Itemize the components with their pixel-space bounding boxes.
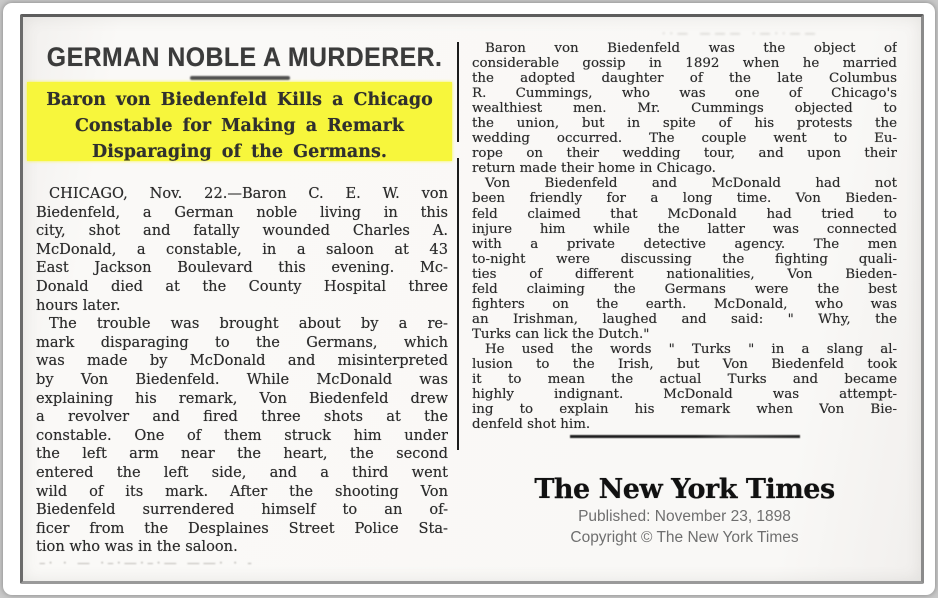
column-divider-rule [457, 42, 459, 142]
left-column-body [36, 185, 448, 557]
text-line: the union, but in spite of his protests the [472, 116, 897, 132]
copyright-line: Copyright © The New York Times [570, 529, 799, 546]
text-line: Turks can lick the Dutch." [472, 326, 650, 342]
text-line: hours later. [36, 296, 121, 314]
text-line: tion who was in the saloon. [36, 538, 238, 556]
nyt-logo: The New York Times [534, 474, 835, 505]
text-line: ficer from the Desplaines Street Police Sta- [36, 519, 448, 537]
text-line: lusion to the Irish, but Von Biedenfeld took [472, 356, 897, 372]
text-line: East Jackson Boulevard this evening. Mc- [36, 259, 448, 277]
text-line: rope on their wedding tour, and upon their [472, 146, 897, 162]
text-line: to-night were discussing the fighting quali- [472, 251, 897, 267]
text-line: constable. One of them struck him under [36, 426, 448, 444]
column-divider-rule [457, 158, 459, 450]
text-line: it to mean the actual Turks and became [472, 372, 897, 388]
text-line: fighters on the earth. McDonald, who was [472, 296, 897, 312]
text-line: ties of different nationalities, Von Bieden- [472, 266, 897, 282]
text-line: Baron von Biedenfeld was the object of [485, 41, 897, 56]
published-date: Published: November 23, 1898 [578, 508, 791, 525]
text-line: denfeld shot him. [472, 417, 591, 433]
newspaper-page [20, 14, 924, 584]
headline: GERMAN NOBLE A MURDERER. [46, 42, 443, 72]
subheadline-line: Baron von Biedenfeld Kills a Chicago [46, 90, 433, 110]
text-line: He used the words " Turks " in a slang al- [485, 341, 897, 357]
text-line: Biedenfeld surrendered himself to an of- [36, 501, 448, 519]
text-line: been friendly for a long time. Von Bieden- [472, 191, 897, 207]
text-line: ing to explain his remark when Von Bie- [472, 402, 897, 418]
right-column-body [472, 41, 897, 432]
text-line: R. Cummings, who was one of Chicago's [472, 86, 897, 102]
text-line: Von Biedenfeld and McDonald had not [485, 176, 897, 192]
text-line: wedding occurred. The couple went to Eu- [472, 131, 897, 147]
text-line: wild of its mark. After the shooting Von [36, 482, 448, 500]
text-line: McDonald, a constable, in a saloon at 43 [36, 240, 448, 258]
text-line: highly indignant. McDonald was attempt- [472, 387, 897, 403]
subheadline-highlighted [27, 82, 452, 161]
text-line: by Von Biedenfeld. While McDonald was [36, 370, 448, 388]
text-line: Donald died at the County Hospital three [36, 277, 448, 295]
text-line: was made by McDonald and misinterpreted [36, 352, 448, 370]
text-line: feld claiming the Germans were the best [472, 281, 897, 297]
text-line: entered the left side, and a third went [36, 463, 448, 481]
footer [472, 475, 897, 547]
text-line: explaining his remark, Von Biedenfeld drew [36, 389, 448, 407]
text-line: Biedenfeld, a German noble living in this [36, 203, 448, 221]
text-line: considerable gossip in 1892 when he married [472, 56, 897, 72]
text-line: The trouble was brought about by a re- [49, 315, 448, 333]
text-line: a revolver and fired three shots at the [36, 408, 448, 426]
right-column [472, 17, 897, 575]
text-line: city, shot and fatally wounded Charles A. [36, 222, 448, 240]
article-end-rule [570, 435, 800, 438]
subheadline-line: Disparaging of the Germans. [92, 142, 387, 162]
text-line: the left arm near the heart, the second [36, 445, 448, 463]
text-line: mark disparaging to the Germans, which [36, 333, 448, 351]
text-line: with a private detective agency. The men [472, 236, 897, 252]
smudge-artifact: ··— ——— ·—··—— [662, 27, 820, 40]
headline-underline [190, 76, 290, 80]
text-line: CHICAGO, Nov. 22.—Baron C. E. W. von [49, 185, 448, 202]
text-line: wealthiest men. Mr. Cummings objected to [472, 101, 897, 117]
text-line: feld claimed that McDonald had tried to [472, 206, 897, 222]
text-line: an Irishman, laughed and said: " Why, the [472, 311, 897, 327]
subheadline-line: Constable for Making a Remark [74, 116, 405, 136]
text-line: injure him while the latter was connected [472, 221, 897, 237]
cropped-text-remnant: –· · — ·–·—·–·— ——· · - [39, 556, 255, 571]
text-line: return made their home in Chicago. [472, 161, 716, 177]
text-line: the adopted daughter of the late Columbus [472, 71, 897, 87]
